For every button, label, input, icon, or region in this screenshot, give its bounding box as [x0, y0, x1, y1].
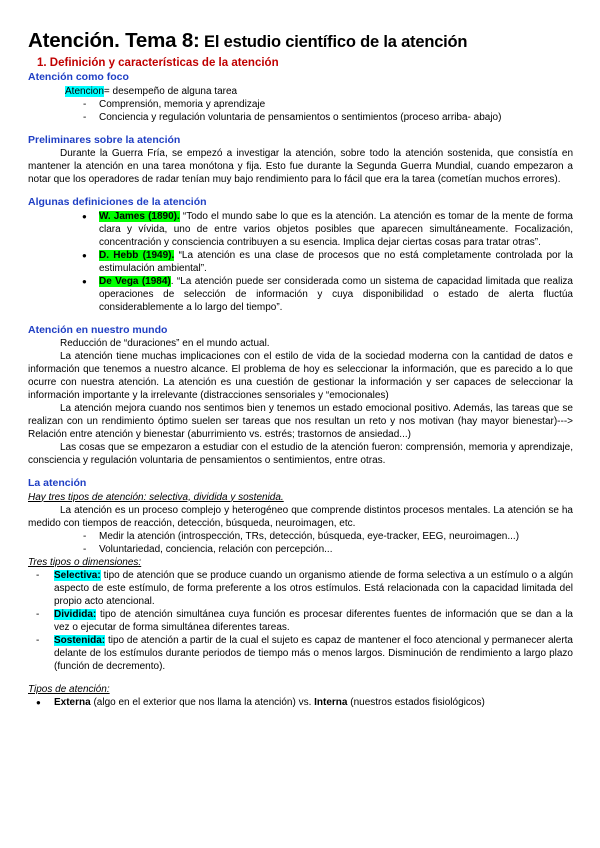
paragraph: La atención mejora cuando nos sentimos bien y tenemos un estado emocional positivo. Además, las tareas que se realizan con un rendimiento óptimo suelen ser tareas que nos resultan un reto y nos motivan (hay mayor bienestar)---> Relación entre atención y bienestar (aburrimiento vs. estrés; trastornos de ansiedad...)	[28, 403, 573, 440]
heading-definiciones: Algunas definiciones de la atención	[28, 196, 207, 208]
list-item: - Medir la atención (introspección, TRs, detección, búsqueda, eye-tracker, EEG, neuroimagen...)	[28, 530, 573, 543]
heading-atencion-como-foco: Atención como foco	[28, 71, 129, 83]
list-item: - Sostenida: tipo de atención a partir de la cual el sujeto es capaz de mantener el foco atencional y permanecer alerta delante de los estímulos durante periodos de tiempo más o menos largos. Disminución de rendimiento a largo plazo (función de decremento).	[28, 634, 573, 673]
section-heading-1: 1. Definición y características de la atención	[37, 57, 279, 69]
subheading-tipos-de-atencion: Tipos de atención:	[28, 683, 110, 695]
definition-line: Atencion= desempeño de alguna tarea	[65, 85, 238, 97]
subheading-dimensiones: Tres tipos o dimensiones:	[28, 556, 142, 568]
list-item: - Comprensión, memoria y aprendizaje	[28, 98, 573, 111]
paragraph: Durante la Guerra Fría, se empezó a investigar la atención, sobre todo la atención sostenida, que consistía en mantener la atención en una tarea monótona y fija. Esto fue durante la Segunda Guerra Mundial, cuando empezaron a notar que los operadores de radar tenían muy bajo rendimiento para lo fácil que era la tarea (cometían muchos errores).	[28, 148, 573, 185]
list-item: ● Externa (algo en el exterior que nos llama la atención) vs. Interna (nuestros estados fisiológicos)	[28, 696, 573, 709]
heading-la-atencion: La atención	[28, 477, 87, 489]
list-item: ● D. Hebb (1949). “La atención es una clase de procesos que no está completamente controlada por la estimulación ambiental”.	[28, 249, 573, 275]
list-item: ● De Vega (1984). “La atención puede ser considerada como un sistema de capacidad limitada que realiza operaciones de selección de información y cuya disponibilidad o estado de alerta fluctúa considerablemente a lo largo del tiempo”.	[28, 275, 573, 314]
list-item: - Voluntariedad, conciencia, relación con percepción...	[28, 543, 573, 556]
paragraph: Reducción de “duraciones” en el mundo actual.	[60, 338, 270, 349]
list-item: - Selectiva: tipo de atención que se produce cuando un organismo atiende de forma selectiva a un estímulo o a algún aspecto de este estímulo, de forma preferente a los otros estímulos. Está relacionada con la capacidad limitada del propio acto atencional.	[28, 569, 573, 608]
heading-mundo: Atención en nuestro mundo	[28, 323, 168, 336]
subheading-tipos: Hay tres tipos de atención: selectiva, dividida y sostenida.	[28, 491, 284, 503]
list-item: ● W. James (1890). “Todo el mundo sabe lo que es la atención. La atención es tomar de la mente de forma clara y vívida, uno de entre varios objetos posibles que aparecen simultáneamente. Focalización, concentración y consciencia contribuyen a su esencia. Implica dejar ciertas cosas para tratar otras”.	[28, 210, 573, 249]
paragraph: La atención tiene muchas implicaciones con el estilo de vida de la sociedad moderna con la cantidad de datos e información que tenemos a nuestro alcance. El problema de hoy es seleccionar la información, que es parecido a lo que ocurre con nuestra atención. La atención es una cuestión de gestionar la información y ser capaces de seleccionar la información importante y la irrelevante (distracciones sensoriales y “emocionales)	[28, 351, 573, 401]
list-item: - Conciencia y regulación voluntaria de pensamientos o sentimientos (proceso arriba- abajo)	[28, 111, 573, 124]
heading-preliminares: Preliminares sobre la atención	[28, 133, 181, 146]
page-title: Atención. Tema 8: El estudio científico de la atención	[28, 29, 468, 52]
paragraph: La atención es un proceso complejo y heterogéneo que comprende distintos procesos mentales. La atención se ha medido con tiempos de reacción, detección, búsqueda, neuroimagen, etc.	[28, 504, 573, 529]
list-item: - Dividida: tipo de atención simultánea cuya función es procesar diferentes fuentes de información que se dan a la vez o ejecutar de forma simultánea diferentes tareas.	[28, 608, 573, 634]
paragraph: Las cosas que se empezaron a estudiar con el estudio de la atención fueron: comprensión, memoria y aprendizaje, consciencia y regulación voluntaria de pensamientos o sentimientos, entre otras.	[28, 442, 573, 466]
